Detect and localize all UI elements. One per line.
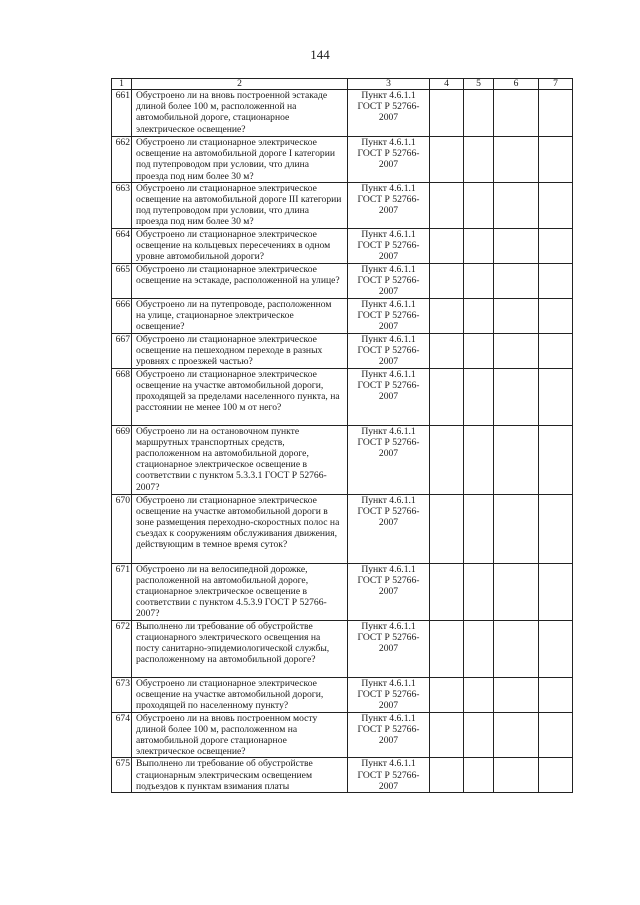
table-row (112, 494, 573, 563)
question-text: Обустроено ли стационарное электрическое освещение на пешеходном переходе в разных уровнях с проезжей частью? (132, 333, 348, 368)
answer-cell[interactable] (539, 758, 573, 793)
answer-cell[interactable] (539, 137, 573, 183)
answer-cell[interactable] (494, 333, 539, 368)
column-header: 5 (464, 79, 494, 90)
answer-cell[interactable] (539, 712, 573, 758)
checklist-table (111, 78, 573, 793)
answer-cell[interactable] (494, 425, 539, 494)
answer-cell[interactable] (464, 298, 494, 333)
column-header: 6 (494, 79, 539, 90)
question-text: Обустроено ли на остановочном пункте маршрутных транспортных средств, расположенном на автомобильной дороге, стационарное электрическое освещение в соответствии с пунктом 5.3.3.1 ГОСТ Р 52766-2007? (132, 425, 348, 494)
question-text: Обустроено ли на вновь построенной эстакаде длиной более 100 м, расположенной на автомобильной дороге, стационарное электрическое освещение? (132, 90, 348, 137)
row-number: 675 (112, 758, 132, 793)
question-text: Обустроено ли стационарное электрическое освещение на участке автомобильной дороги в зоне размещения переходно-скоростных полос на съездах к сооружениям обслуживания движения, действующим в темное время суток? (132, 494, 348, 563)
table-row (112, 182, 573, 228)
question-text: Обустроено ли на вновь построенном мосту длиной более 100 м, расположенном на автомобильной дороге стационарное электрическое освещение? (132, 712, 348, 758)
answer-cell[interactable] (494, 137, 539, 183)
answer-cell[interactable] (430, 368, 464, 425)
column-header: 2 (132, 79, 348, 90)
answer-cell[interactable] (464, 758, 494, 793)
table-header-row (112, 79, 573, 90)
requirement-reference: Пункт 4.6.1.1 ГОСТ Р 52766-2007 (348, 182, 430, 228)
answer-cell[interactable] (494, 263, 539, 298)
answer-cell[interactable] (494, 228, 539, 263)
answer-cell[interactable] (464, 677, 494, 712)
answer-cell[interactable] (430, 333, 464, 368)
answer-cell[interactable] (494, 494, 539, 563)
question-text: Обустроено ли стационарное электрическое освещение на участке автомобильной дороги, проходящей по населенному пункту? (132, 677, 348, 712)
answer-cell[interactable] (539, 333, 573, 368)
question-text: Обустроено ли стационарное электрическое освещение на эстакаде, расположенной на улице? (132, 263, 348, 298)
answer-cell[interactable] (539, 494, 573, 563)
column-header: 3 (348, 79, 430, 90)
table-row (112, 677, 573, 712)
question-text: Обустроено ли на велосипедной дорожке, расположенной на автомобильной дороге, стационарное электрическое освещение в соответствии с пунктом 4.5.3.9 ГОСТ Р 52766-2007? (132, 563, 348, 620)
table-row (112, 758, 573, 793)
row-number: 671 (112, 563, 132, 620)
answer-cell[interactable] (430, 712, 464, 758)
answer-cell[interactable] (464, 333, 494, 368)
answer-cell[interactable] (430, 494, 464, 563)
answer-cell[interactable] (464, 425, 494, 494)
requirement-reference: Пункт 4.6.1.1 ГОСТ Р 52766-2007 (348, 333, 430, 368)
requirement-reference: Пункт 4.6.1.1 ГОСТ Р 52766-2007 (348, 298, 430, 333)
question-text: Выполнено ли требование об обустройстве стационарным электрическим освещением подъездов к пунктам взимания платы (132, 758, 348, 793)
requirement-reference: Пункт 4.6.1.1 ГОСТ Р 52766-2007 (348, 620, 430, 677)
answer-cell[interactable] (539, 620, 573, 677)
question-text: Выполнено ли требование об обустройстве стационарного электрического освещения на посту санитарно-эпидемиологической службы, расположенному на автомобильной дороге? (132, 620, 348, 677)
requirement-reference: Пункт 4.6.1.1 ГОСТ Р 52766-2007 (348, 368, 430, 425)
answer-cell[interactable] (464, 182, 494, 228)
answer-cell[interactable] (464, 563, 494, 620)
answer-cell[interactable] (464, 263, 494, 298)
answer-cell[interactable] (464, 368, 494, 425)
answer-cell[interactable] (494, 758, 539, 793)
question-text: Обустроено ли стационарное электрическое освещение на автомобильной дороге III категории под путепроводом при условии, что длина проезда под ним более 30 м? (132, 182, 348, 228)
question-text: Обустроено ли на путепроводе, расположенном на улице, стационарное электрическое освещение? (132, 298, 348, 333)
answer-cell[interactable] (539, 298, 573, 333)
answer-cell[interactable] (539, 90, 573, 137)
answer-cell[interactable] (430, 677, 464, 712)
answer-cell[interactable] (539, 368, 573, 425)
table-row (112, 263, 573, 298)
row-number: 670 (112, 494, 132, 563)
answer-cell[interactable] (430, 620, 464, 677)
answer-cell[interactable] (494, 90, 539, 137)
answer-cell[interactable] (430, 563, 464, 620)
table-row (112, 228, 573, 263)
answer-cell[interactable] (430, 425, 464, 494)
answer-cell[interactable] (539, 425, 573, 494)
requirement-reference: Пункт 4.6.1.1 ГОСТ Р 52766-2007 (348, 90, 430, 137)
requirement-reference: Пункт 4.6.1.1 ГОСТ Р 52766-2007 (348, 563, 430, 620)
row-number: 668 (112, 368, 132, 425)
row-number: 674 (112, 712, 132, 758)
table-row (112, 298, 573, 333)
row-number: 664 (112, 228, 132, 263)
answer-cell[interactable] (430, 263, 464, 298)
answer-cell[interactable] (494, 298, 539, 333)
answer-cell[interactable] (464, 712, 494, 758)
row-number: 672 (112, 620, 132, 677)
requirement-reference: Пункт 4.6.1.1 ГОСТ Р 52766-2007 (348, 228, 430, 263)
table-row (112, 425, 573, 494)
table-row (112, 137, 573, 183)
answer-cell[interactable] (539, 677, 573, 712)
answer-cell[interactable] (430, 298, 464, 333)
table-row (112, 90, 573, 137)
answer-cell[interactable] (539, 182, 573, 228)
row-number: 666 (112, 298, 132, 333)
answer-cell[interactable] (464, 137, 494, 183)
requirement-reference: Пункт 4.6.1.1 ГОСТ Р 52766-2007 (348, 712, 430, 758)
requirement-reference: Пункт 4.6.1.1 ГОСТ Р 52766-2007 (348, 425, 430, 494)
row-number: 673 (112, 677, 132, 712)
column-header: 1 (112, 79, 132, 90)
answer-cell[interactable] (539, 263, 573, 298)
table-row (112, 712, 573, 758)
answer-cell[interactable] (464, 90, 494, 137)
answer-cell[interactable] (494, 563, 539, 620)
question-text: Обустроено ли стационарное электрическое освещение на участке автомобильной дороги, проходящей за пределами населенного пункта, на расстоянии не менее 100 м от него? (132, 368, 348, 425)
answer-cell[interactable] (430, 90, 464, 137)
table-row (112, 620, 573, 677)
answer-cell[interactable] (539, 228, 573, 263)
answer-cell[interactable] (430, 182, 464, 228)
requirement-reference: Пункт 4.6.1.1 ГОСТ Р 52766-2007 (348, 137, 430, 183)
column-header: 7 (539, 79, 573, 90)
answer-cell[interactable] (430, 228, 464, 263)
requirement-reference: Пункт 4.6.1.1 ГОСТ Р 52766-2007 (348, 494, 430, 563)
answer-cell[interactable] (464, 620, 494, 677)
answer-cell[interactable] (494, 368, 539, 425)
answer-cell[interactable] (494, 620, 539, 677)
requirement-reference: Пункт 4.6.1.1 ГОСТ Р 52766-2007 (348, 263, 430, 298)
requirement-reference: Пункт 4.6.1.1 ГОСТ Р 52766-2007 (348, 677, 430, 712)
answer-cell[interactable] (464, 494, 494, 563)
answer-cell[interactable] (494, 712, 539, 758)
answer-cell[interactable] (494, 677, 539, 712)
table-row (112, 563, 573, 620)
question-text: Обустроено ли стационарное электрическое освещение на кольцевых пересечениях в одном уровне автомобильной дороги? (132, 228, 348, 263)
row-number: 665 (112, 263, 132, 298)
column-header: 4 (430, 79, 464, 90)
row-number: 669 (112, 425, 132, 494)
row-number: 663 (112, 182, 132, 228)
table-row (112, 368, 573, 425)
answer-cell[interactable] (430, 137, 464, 183)
row-number: 662 (112, 137, 132, 183)
question-text: Обустроено ли стационарное электрическое освещение на автомобильной дороге I категории под путепроводом при условии, что длина проезда под ним более 30 м? (132, 137, 348, 183)
page-number: 144 (310, 47, 330, 62)
answer-cell[interactable] (539, 563, 573, 620)
row-number: 661 (112, 90, 132, 137)
table-row (112, 333, 573, 368)
answer-cell[interactable] (430, 758, 464, 793)
answer-cell[interactable] (494, 182, 539, 228)
answer-cell[interactable] (464, 228, 494, 263)
row-number: 667 (112, 333, 132, 368)
requirement-reference: Пункт 4.6.1.1 ГОСТ Р 52766-2007 (348, 758, 430, 793)
